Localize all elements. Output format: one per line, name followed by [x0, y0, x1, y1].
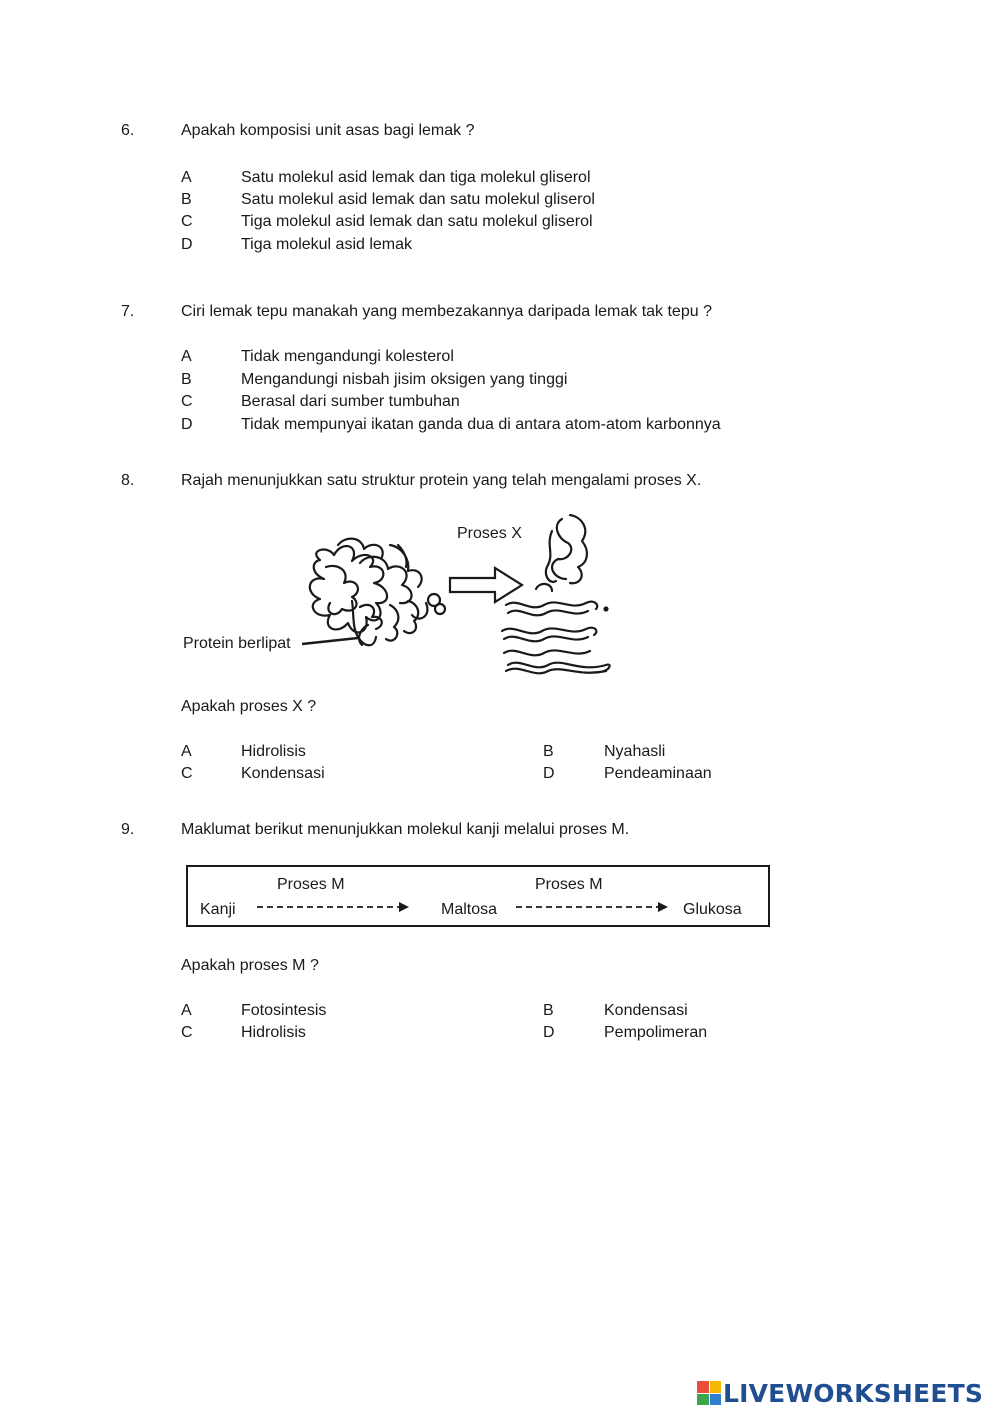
q9-option-d-text[interactable]: Pempolimeran [604, 1024, 708, 1041]
q8-option-d-letter[interactable]: D [543, 765, 555, 782]
q8-option-d-text[interactable]: Pendeaminaan [604, 765, 712, 782]
q8-option-a-letter[interactable]: A [181, 743, 192, 760]
protein-berlipat-label: Protein berlipat [183, 635, 291, 652]
process-arrow-icon [450, 568, 522, 602]
q6-question-text: Apakah komposisi unit asas bagi lemak ? [181, 122, 475, 139]
q7-option-a-text[interactable]: Tidak mengandungi kolesterol [241, 348, 454, 365]
maltosa-label: Maltosa [441, 901, 498, 918]
q6-option-d-text[interactable]: Tiga molekul asid lemak [241, 236, 413, 253]
folded-label-pointer [302, 638, 358, 644]
liveworksheets-logo-icon [697, 1381, 721, 1405]
glukosa-label: Glukosa [683, 901, 742, 918]
q7-number: 7. [121, 303, 135, 320]
q6-option-a-letter[interactable]: A [181, 169, 192, 186]
proses-m-label-1: Proses M [277, 876, 345, 893]
q6-option-a-text[interactable]: Satu molekul asid lemak dan tiga molekul gliserol [241, 169, 591, 186]
dashed-arrow-icon [514, 899, 674, 915]
q7-option-b-text[interactable]: Mengandungi nisbah jisim oksigen yang tinggi [241, 371, 568, 388]
q9-option-d-letter[interactable]: D [543, 1024, 555, 1041]
q7-option-c-letter[interactable]: C [181, 393, 193, 410]
q7-question-text: Ciri lemak tepu manakah yang membezakannya daripada lemak tak tepu ? [181, 303, 712, 320]
q7-option-d-text[interactable]: Tidak mempunyai ikatan ganda dua di antara atom-atom karbonnya [241, 416, 721, 433]
q7-option-c-text[interactable]: Berasal dari sumber tumbuhan [241, 393, 460, 410]
q9-option-a-text[interactable]: Fotosintesis [241, 1002, 327, 1019]
brand-name: LIVEWORKSHEETS [723, 1378, 984, 1408]
q9-question-text: Maklumat berikut menunjukkan molekul kanji melalui proses M. [181, 821, 630, 838]
folded-protein-figure [310, 539, 445, 646]
q8-option-c-letter[interactable]: C [181, 765, 193, 782]
q8-option-c-text[interactable]: Kondensasi [241, 765, 325, 782]
q9-prompt: Apakah proses M ? [181, 957, 319, 974]
q8-option-a-text[interactable]: Hidrolisis [241, 743, 306, 760]
q6-option-c-text[interactable]: Tiga molekul asid lemak dan satu molekul gliserol [241, 213, 593, 230]
q6-option-d-letter[interactable]: D [181, 236, 193, 253]
q8-prompt: Apakah proses X ? [181, 698, 317, 715]
q6-option-c-letter[interactable]: C [181, 213, 193, 230]
proses-x-label: Proses X [457, 525, 522, 542]
q9-number: 9. [121, 821, 135, 838]
q8-option-b-letter[interactable]: B [543, 743, 554, 760]
q9-option-b-text[interactable]: Kondensasi [604, 1002, 688, 1019]
q8-question-text: Rajah menunjukkan satu struktur protein yang telah mengalami proses X. [181, 472, 702, 489]
q9-option-a-letter[interactable]: A [181, 1002, 192, 1019]
q7-option-a-letter[interactable]: A [181, 348, 192, 365]
q6-option-b-text[interactable]: Satu molekul asid lemak dan satu molekul gliserol [241, 191, 595, 208]
kanji-label: Kanji [200, 901, 236, 918]
q9-option-c-text[interactable]: Hidrolisis [241, 1024, 306, 1041]
q9-option-b-letter[interactable]: B [543, 1002, 554, 1019]
proses-m-label-2: Proses M [535, 876, 603, 893]
liveworksheets-brand[interactable] [697, 1378, 983, 1408]
dashed-arrow-icon [255, 899, 415, 915]
q8-option-b-text[interactable]: Nyahasli [604, 743, 666, 760]
q6-option-b-letter[interactable]: B [181, 191, 192, 208]
q7-option-d-letter[interactable]: D [181, 416, 193, 433]
q6-number: 6. [121, 122, 135, 139]
q9-option-c-letter[interactable]: C [181, 1024, 193, 1041]
q8-number: 8. [121, 472, 135, 489]
q7-option-b-letter[interactable]: B [181, 371, 192, 388]
